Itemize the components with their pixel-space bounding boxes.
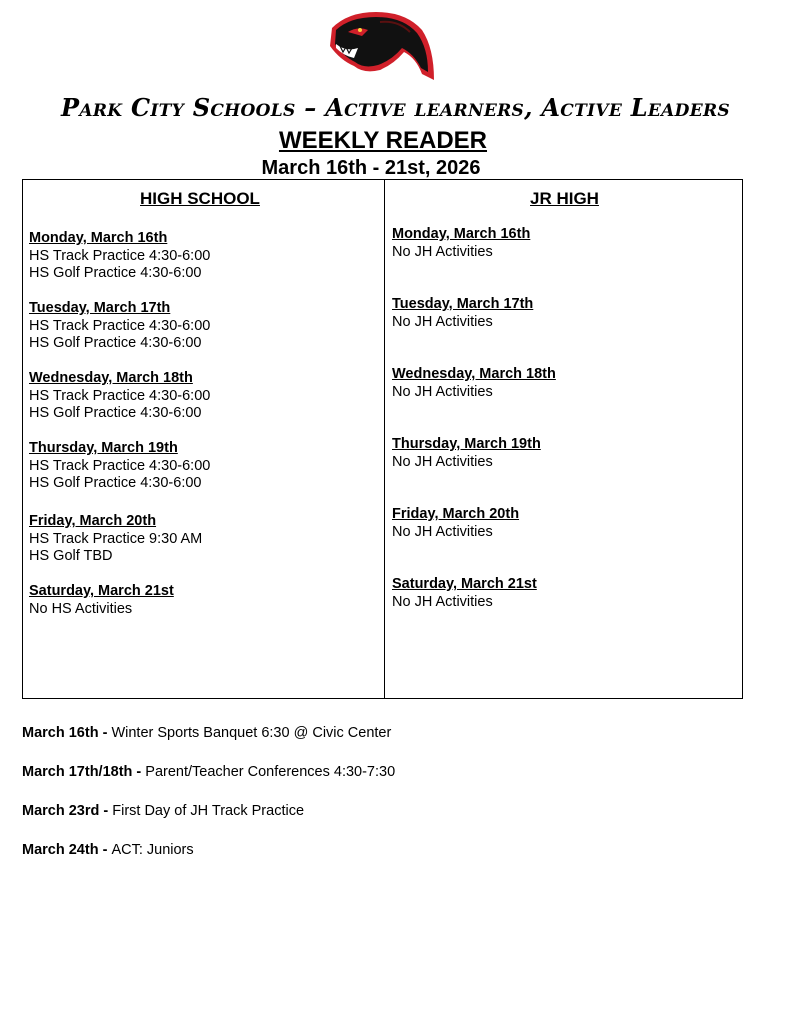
event-note [22,841,395,880]
event-date: March 24th - [22,842,112,858]
event-date: March 16th - [22,725,112,741]
activity-line: HS Track Practice 4:30-6:00 [29,387,211,404]
high-school-heading: HIGH SCHOOL [140,189,260,208]
activity-line: HS Track Practice 9:30 AM [29,530,203,547]
date-range: March 16th - 21st, 2026 [261,157,481,179]
hs-day-wednesday [29,370,210,440]
hs-day-monday [29,230,210,300]
activity-line: No JH Activities [392,313,493,330]
event-date: March 23rd - [22,803,113,819]
event-note [22,802,395,841]
activity-line: No JH Activities [392,243,493,260]
day-label: Friday, March 20th [392,506,520,522]
jr-high-column [392,226,556,646]
event-text: First Day of JH Track Practice [112,803,305,819]
activity-line: HS Golf TBD [29,548,113,564]
hs-day-friday [29,510,210,580]
activity-line: No JH Activities [392,593,493,610]
activity-line: HS Track Practice 4:30-6:00 [29,457,211,474]
hs-day-tuesday [29,300,210,370]
upcoming-events [22,724,395,880]
event-date: March 17th/18th - [22,764,146,780]
event-text: Winter Sports Banquet 6:30 @ Civic Center [111,725,392,741]
activity-line: No JH Activities [392,453,493,470]
activity-line: HS Golf Practice 4:30-6:00 [29,335,202,351]
activity-line: HS Golf Practice 4:30-6:00 [29,475,202,491]
event-note [22,724,395,763]
day-label: Saturday, March 21st [392,576,537,592]
column-divider [384,180,385,698]
jr-high-heading: JR HIGH [530,189,599,208]
panther-logo-icon [318,8,440,86]
day-label: Thursday, March 19th [392,436,541,452]
school-tagline: Park City Schools – Active learners, Active Leaders [61,93,730,122]
event-note [22,763,395,802]
activity-line: No JH Activities [392,383,493,400]
event-text: ACT: Juniors [111,842,194,858]
page-title: WEEKLY READER [278,127,488,154]
day-label: Tuesday, March 17th [29,300,171,316]
jh-day-wednesday [392,366,556,436]
activity-line: No HS Activities [29,600,133,617]
day-label: Wednesday, March 18th [29,370,193,386]
activity-line: HS Golf Practice 4:30-6:00 [29,405,202,421]
day-label: Tuesday, March 17th [392,296,534,312]
day-label: Wednesday, March 18th [392,366,556,382]
high-school-column [29,230,210,653]
hs-day-saturday [29,580,210,653]
day-label: Monday, March 16th [392,226,531,242]
day-label: Monday, March 16th [29,230,168,246]
hs-day-thursday [29,440,210,510]
activity-line: HS Golf Practice 4:30-6:00 [29,265,202,281]
event-text: Parent/Teacher Conferences 4:30-7:30 [145,764,396,780]
jh-day-thursday [392,436,556,506]
day-label: Thursday, March 19th [29,440,178,456]
jh-day-monday [392,226,556,296]
jh-day-saturday [392,576,556,646]
day-label: Saturday, March 21st [29,583,174,599]
day-label: Friday, March 20th [29,513,157,529]
jh-day-friday [392,506,556,576]
activity-line: HS Track Practice 4:30-6:00 [29,247,211,264]
schedule-table [22,179,743,699]
activity-line: No JH Activities [392,523,493,540]
activity-line: HS Track Practice 4:30-6:00 [29,317,211,334]
jh-day-tuesday [392,296,556,366]
